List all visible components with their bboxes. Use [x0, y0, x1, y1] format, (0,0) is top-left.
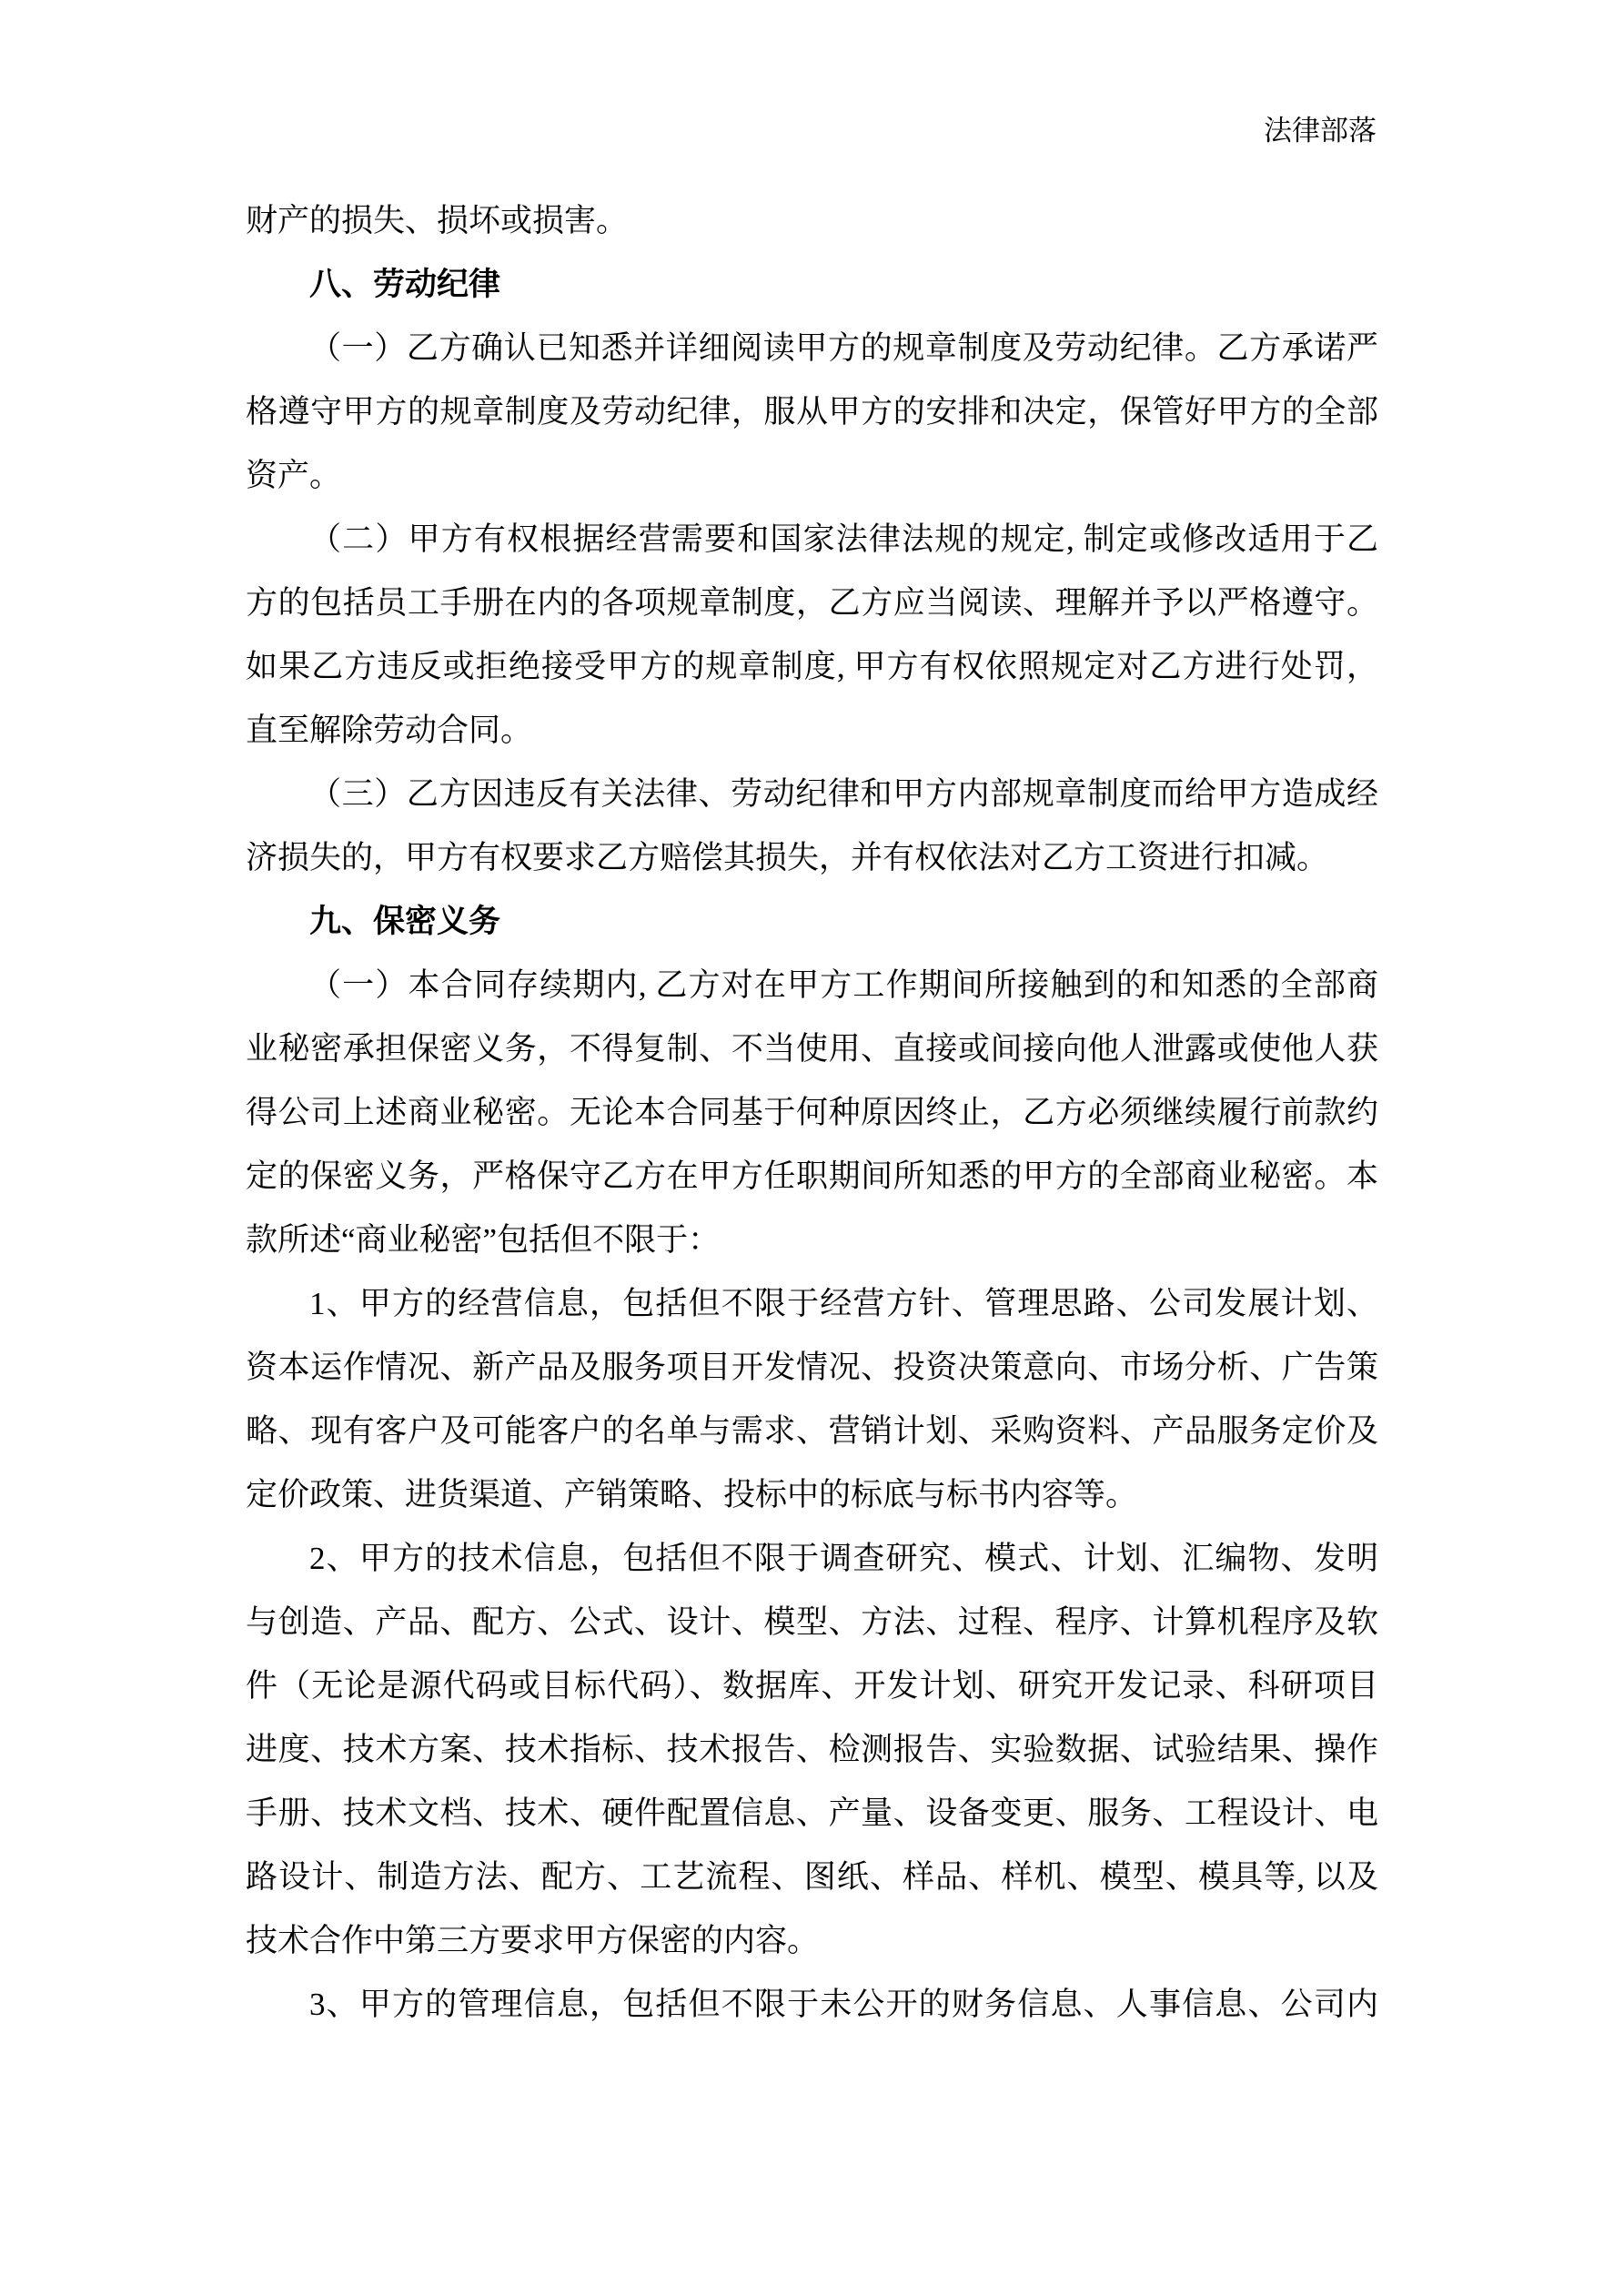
text-line: 格遵守甲方的规章制度及劳动纪律，服从甲方的安排和决定，保管好甲方的全部: [246, 394, 1378, 430]
text-line: 方的包括员工手册在内的各项规章制度，乙方应当阅读、理解并予以严格遵守。: [246, 585, 1378, 621]
text-line: 略、现有客户及可能客户的名单与需求、营销计划、采购资料、产品服务定价及: [246, 1413, 1378, 1449]
text-line: 路设计、制造方法、配方、工艺流程、图纸、样品、样机、模型、模具等, 以及: [246, 1859, 1378, 1895]
text-line: 定价政策、进货渠道、产销策略、投标中的标底与标书内容等。: [246, 1477, 1138, 1512]
text-line: 直至解除劳动合同。: [246, 713, 533, 748]
watermark-header: 法律部落: [1264, 115, 1377, 147]
text-line: 件（无论是源代码或目标代码）、数据库、开发计划、研究开发记录、科研项目: [246, 1668, 1378, 1704]
text-line: 款所述“商业秘密”包括但不限于：: [246, 1222, 721, 1258]
text-line: 进度、技术方案、技术指标、技术报告、检测报告、实验数据、试验结果、操作: [246, 1732, 1378, 1767]
text-line: 定的保密义务，严格保守乙方在甲方任职期间所知悉的甲方的全部商业秘密。本: [246, 1158, 1378, 1194]
text-line: （一）本合同存续期内, 乙方对在甲方工作期间所接触到的和知悉的全部商: [309, 967, 1378, 1003]
text-line: 得公司上述商业秘密。无论本合同基于何种原因终止，乙方必须继续履行前款约: [246, 1095, 1378, 1130]
text-line: 济损失的，甲方有权要求乙方赔偿其损失，并有权依法对乙方工资进行扣减。: [246, 840, 1329, 875]
text-line: 资产。: [246, 458, 342, 493]
text-line: 技术合作中第三方要求甲方保密的内容。: [246, 1923, 820, 1958]
text-line: 手册、技术文档、技术、硬件配置信息、产量、设备变更、服务、工程设计、电: [246, 1795, 1378, 1831]
section-heading: 九、保密义务: [309, 904, 501, 939]
text-line: 3、甲方的管理信息，包括但不限于未公开的财务信息、人事信息、公司内: [309, 1987, 1378, 2022]
text-line: 业秘密承担保密义务，不得复制、不当使用、直接或间接向他人泄露或使他人获: [246, 1031, 1378, 1067]
text-line: 财产的损失、损坏或损害。: [246, 203, 629, 238]
text-line: （三）乙方因违反有关法律、劳动纪律和甲方内部规章制度而给甲方造成经: [309, 776, 1378, 812]
text-line: （二）甲方有权根据经营需要和国家法律法规的规定, 制定或修改适用于乙: [309, 521, 1378, 557]
text-line: 如果乙方违反或拒绝接受甲方的规章制度, 甲方有权依照规定对乙方进行处罚，: [246, 649, 1378, 684]
text-line: 与创造、产品、配方、公式、设计、模型、方法、过程、程序、计算机程序及软: [246, 1604, 1378, 1640]
text-line: 2、甲方的技术信息，包括但不限于调查研究、模式、计划、汇编物、发明: [309, 1541, 1378, 1576]
section-heading: 八、劳动纪律: [309, 267, 501, 302]
text-line: （一）乙方确认已知悉并详细阅读甲方的规章制度及劳动纪律。乙方承诺严: [309, 330, 1378, 366]
text-line: 1、甲方的经营信息，包括但不限于经营方针、管理思路、公司发展计划、: [309, 1286, 1378, 1321]
text-line: 资本运作情况、新产品及服务项目开发情况、投资决策意向、市场分析、广告策: [246, 1350, 1378, 1385]
document-body: [246, 189, 1378, 2037]
